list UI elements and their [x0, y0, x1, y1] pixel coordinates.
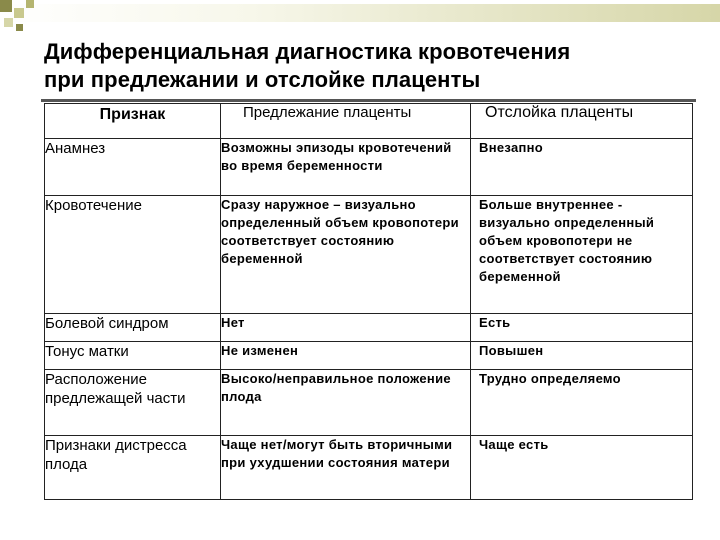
previa-value: Сразу наружное – визуально определенный объем кровопотери соответствует состоянию беременной	[221, 196, 471, 314]
table-row	[45, 196, 693, 314]
title-underline	[41, 99, 696, 102]
row-label: Признаки дистресса плода	[45, 436, 221, 500]
row-label: Болевой синдром	[45, 314, 221, 342]
abruption-value: Есть	[471, 314, 693, 342]
row-label: Расположение предлежащей части	[45, 370, 221, 436]
title-line-1: Дифференциальная диагностика кровотечения	[44, 39, 571, 64]
previa-value: Возможны эпизоды кровотечений во время беременности	[221, 139, 471, 196]
abruption-value: Трудно определяемо	[471, 370, 693, 436]
top-decorative-bar	[0, 4, 720, 22]
table-row	[45, 139, 693, 196]
previa-value: Чаще нет/могут быть вторичными при ухудшении состояния матери	[221, 436, 471, 500]
slide-title	[44, 38, 704, 94]
previa-value: Не изменен	[221, 342, 471, 370]
diagnosis-table	[44, 103, 693, 500]
table-row	[45, 342, 693, 370]
table-row	[45, 436, 693, 500]
previa-value: Высоко/неправильное положение плода	[221, 370, 471, 436]
abruption-value: Чаще есть	[471, 436, 693, 500]
row-label: Кровотечение	[45, 196, 221, 314]
table-row	[45, 314, 693, 342]
header-placental-abruption: Отслойка плаценты	[471, 104, 693, 139]
abruption-value: Повышен	[471, 342, 693, 370]
header-placenta-previa: Предлежание плаценты	[221, 104, 471, 139]
abruption-value: Больше внутреннее - визуально определенный объем кровопотери не соответствует состоянию беременной	[471, 196, 693, 314]
corner-squares-decoration	[0, 0, 52, 40]
abruption-value: Внезапно	[471, 139, 693, 196]
header-sign: Признак	[45, 104, 221, 139]
previa-value: Нет	[221, 314, 471, 342]
row-label: Тонус матки	[45, 342, 221, 370]
table-row	[45, 370, 693, 436]
title-line-2: при предлежании и отслойке плаценты	[44, 67, 481, 92]
row-label: Анамнез	[45, 139, 221, 196]
table-header-row	[45, 104, 693, 139]
